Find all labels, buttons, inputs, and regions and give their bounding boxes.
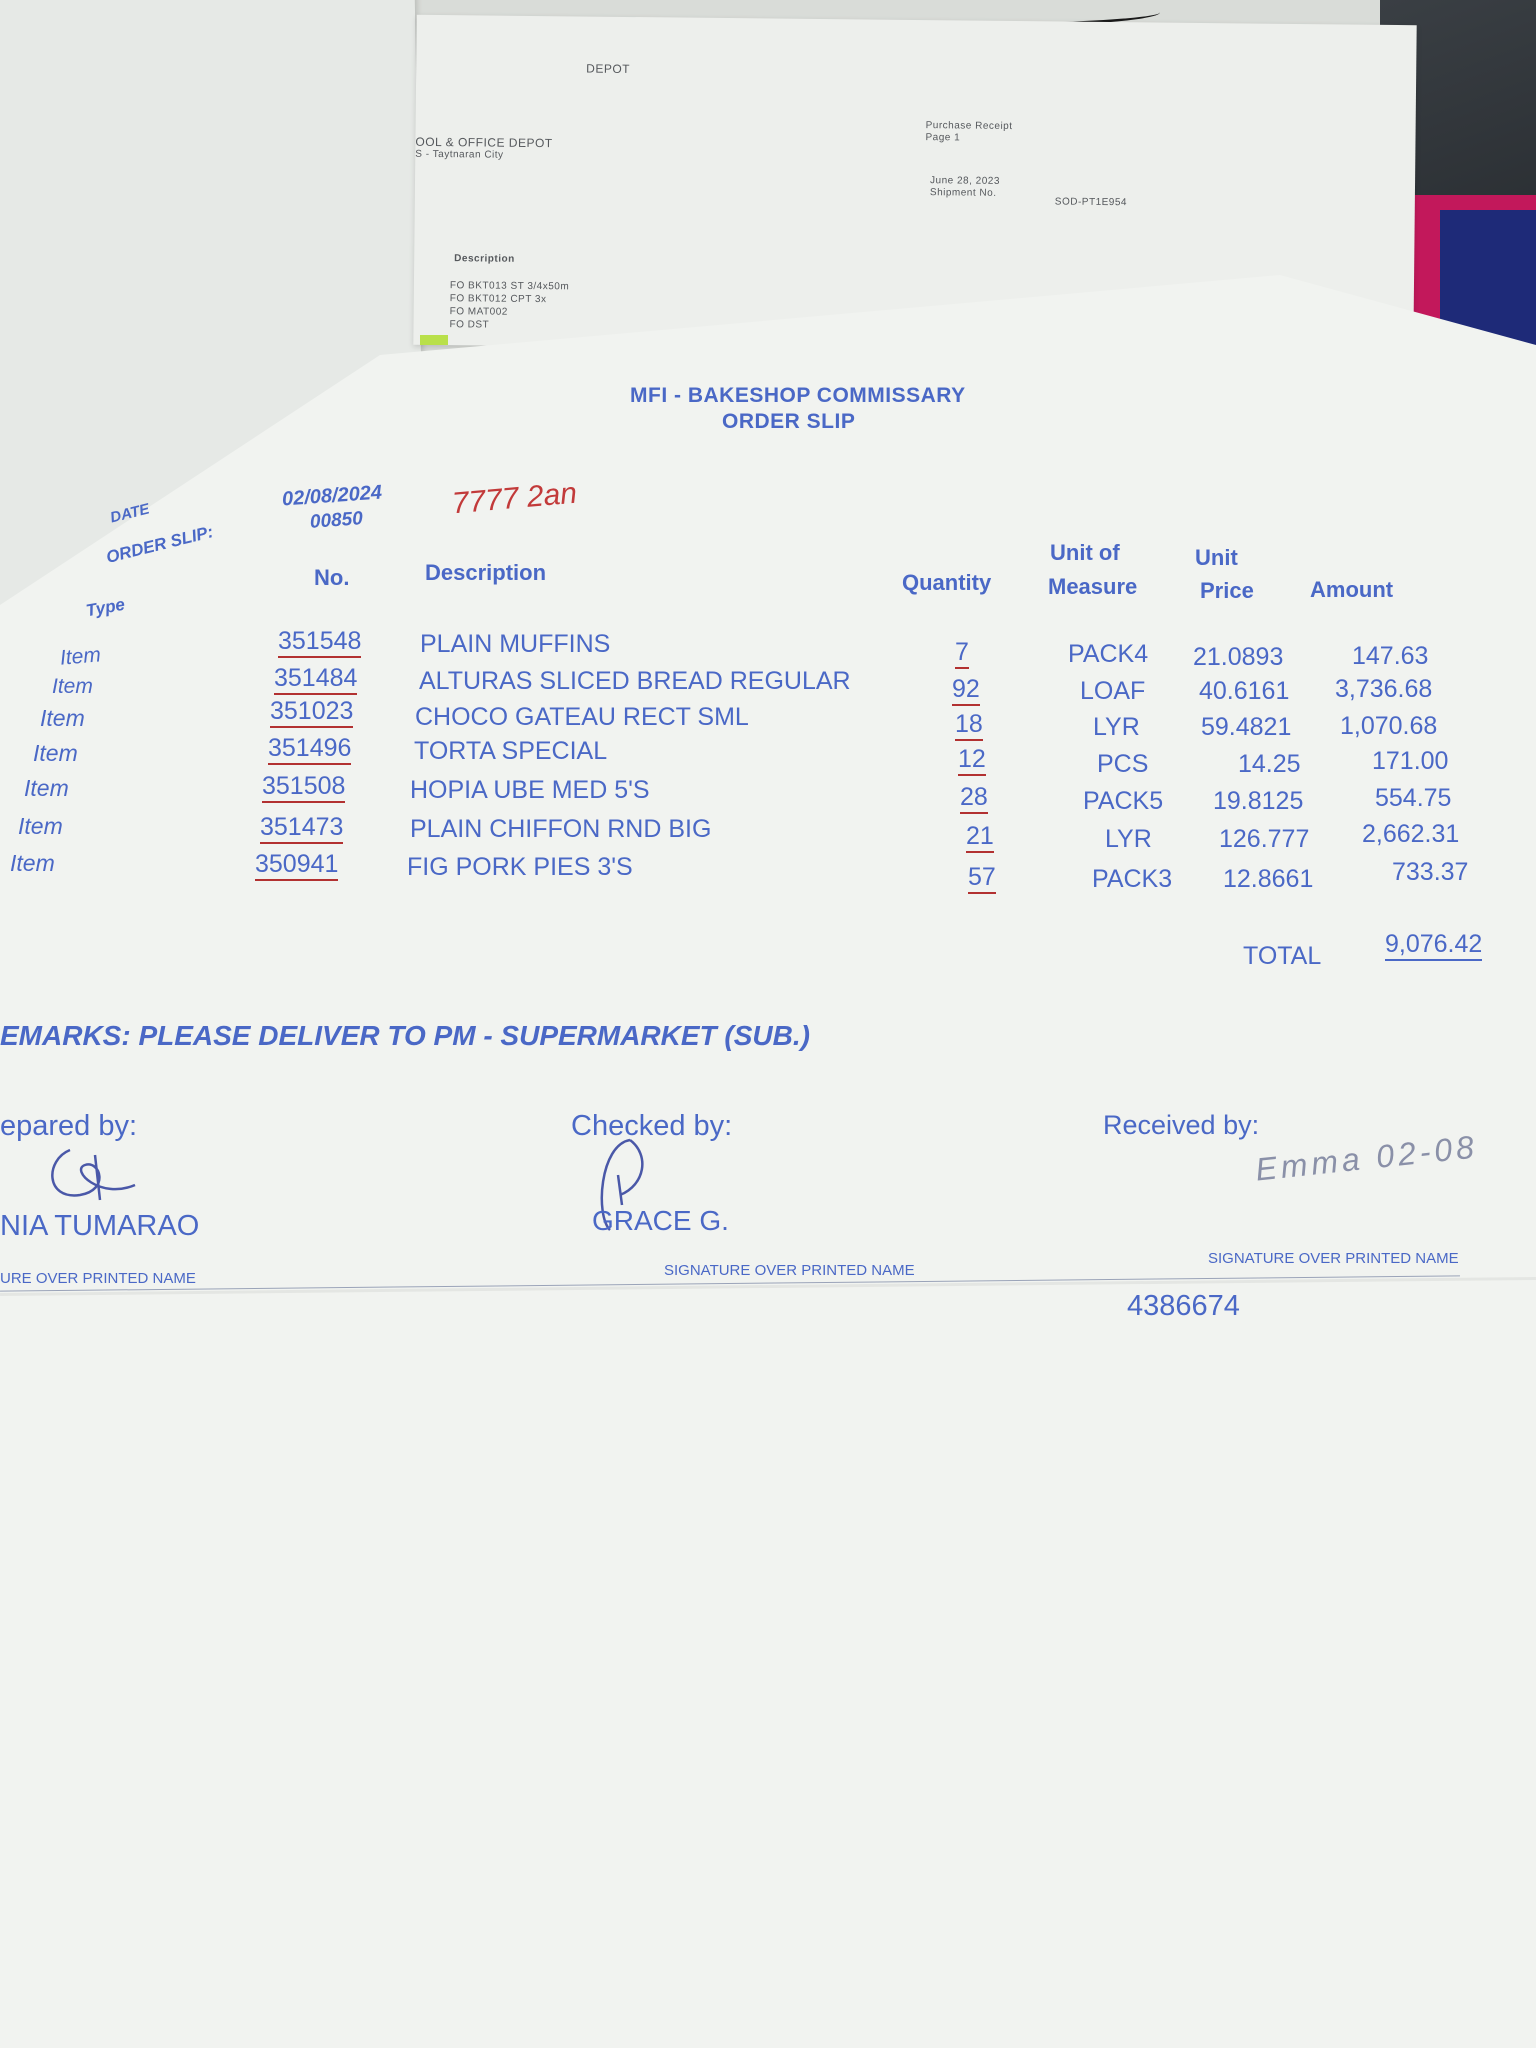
total-label: TOTAL	[1243, 942, 1322, 970]
row-uom: PCS	[1097, 750, 1149, 778]
receipt-line: S - Taytnaran City	[415, 148, 504, 161]
receipt-line: FO MAT002	[449, 306, 508, 318]
row-number: 351496	[268, 734, 351, 765]
row-amount: 733.37	[1392, 858, 1469, 886]
handwritten-note: 7777 2an	[450, 476, 579, 521]
reference-number: 4386674	[1127, 1290, 1240, 1322]
row-type: Item	[33, 740, 78, 766]
row-quantity: 28	[960, 783, 988, 814]
row-amount: 1,070.68	[1340, 712, 1438, 740]
col-uom-line1: Unit of	[1050, 540, 1120, 565]
received-by-label: Received by:	[1103, 1110, 1260, 1140]
checked-by-name: GRACE G.	[592, 1205, 729, 1236]
prepared-signature	[40, 1140, 150, 1210]
row-unit-price: 21.0893	[1193, 643, 1284, 671]
row-uom: PACK3	[1092, 865, 1173, 893]
checked-by-label: Checked by:	[571, 1110, 733, 1142]
row-uom: PACK4	[1068, 640, 1149, 668]
row-number: 351548	[278, 627, 361, 658]
date-label: DATE	[108, 500, 152, 527]
receipt-line: June 28, 2023	[929, 175, 1000, 187]
signature-caption-left: URE OVER PRINTED NAME	[0, 1270, 196, 1287]
receipt-line: Purchase Receipt	[925, 120, 1013, 133]
row-amount: 171.00	[1372, 747, 1449, 775]
col-price-line1: Unit	[1195, 545, 1238, 570]
row-quantity: 18	[955, 710, 983, 741]
receipt-line: SOD-PT1E954	[1054, 196, 1128, 209]
row-description: PLAIN MUFFINS	[420, 630, 611, 658]
row-unit-price: 12.8661	[1223, 865, 1314, 893]
receipt-line: FO BKT012 CPT 3x	[449, 293, 547, 306]
prepared-by-name: NIA TUMARAO	[0, 1210, 200, 1242]
row-uom: LYR	[1105, 825, 1152, 853]
row-type: Item	[40, 705, 85, 731]
remarks: EMARKS: PLEASE DELIVER TO PM - SUPERMARKET (SUB.)	[0, 1020, 810, 1051]
row-uom: LOAF	[1080, 677, 1146, 705]
row-number: 351508	[262, 772, 345, 803]
row-unit-price: 40.6161	[1199, 677, 1290, 705]
row-unit-price: 59.4821	[1201, 713, 1292, 741]
row-amount: 3,736.68	[1335, 675, 1433, 703]
signature-caption-right: SIGNATURE OVER PRINTED NAME	[1208, 1250, 1459, 1267]
row-amount: 147.63	[1352, 642, 1429, 670]
row-type: Item	[24, 775, 69, 801]
received-handwriting: Emma 02-08	[1253, 1128, 1480, 1188]
row-quantity: 7	[955, 638, 969, 669]
row-type: Item	[10, 850, 55, 876]
date-value: 02/08/2024	[281, 481, 383, 511]
receipt-line: Page 1	[925, 132, 961, 144]
col-no: No.	[314, 565, 350, 590]
prepared-by-label: epared by:	[0, 1110, 138, 1142]
highlight-mark	[420, 335, 448, 345]
col-description: Description	[425, 560, 547, 585]
row-number: 351023	[270, 697, 353, 728]
row-description: HOPIA UBE MED 5'S	[410, 776, 650, 804]
receipt-line: OOL & OFFICE DEPOT	[415, 134, 553, 151]
row-description: ALTURAS SLICED BREAD REGULAR	[419, 667, 851, 695]
row-type: Item	[52, 675, 93, 698]
row-quantity: 12	[958, 745, 986, 776]
receipt-line: FO BKT013 ST 3/4x50m	[449, 280, 570, 293]
row-description: FIG PORK PIES 3'S	[407, 853, 633, 881]
row-type: Item	[18, 813, 63, 839]
order-slip-label: ORDER SLIP:	[104, 522, 216, 567]
company-title: MFI - BAKESHOP COMMISSARY	[630, 384, 966, 407]
row-description: TORTA SPECIAL	[414, 737, 608, 765]
row-uom: LYR	[1093, 713, 1140, 741]
row-amount: 554.75	[1375, 784, 1452, 812]
col-type: Type	[84, 594, 127, 621]
receipt-line: FO DST	[449, 319, 490, 331]
col-price-line2: Price	[1200, 578, 1254, 603]
row-amount: 2,662.31	[1362, 820, 1460, 848]
row-number: 351473	[260, 813, 343, 844]
receipt-line: Description	[454, 253, 515, 265]
col-quantity: Quantity	[902, 570, 992, 595]
row-description: PLAIN CHIFFON RND BIG	[410, 815, 712, 843]
receipt-line: DEPOT	[586, 61, 631, 77]
document-title: ORDER SLIP	[722, 410, 856, 433]
row-quantity: 21	[966, 822, 994, 853]
row-uom: PACK5	[1083, 787, 1164, 815]
row-unit-price: 19.8125	[1213, 787, 1304, 815]
row-unit-price: 126.777	[1219, 825, 1310, 853]
receipt-line: Shipment No.	[929, 187, 997, 199]
row-number: 350941	[255, 850, 338, 881]
col-amount: Amount	[1310, 577, 1394, 602]
order-slip-number: 00850	[309, 508, 364, 533]
col-uom-line2: Measure	[1048, 574, 1138, 599]
row-quantity: 92	[952, 675, 980, 706]
total-value: 9,076.42	[1385, 930, 1482, 961]
row-number: 351484	[274, 664, 357, 695]
row-unit-price: 14.25	[1238, 750, 1301, 778]
row-description: CHOCO GATEAU RECT SML	[415, 703, 749, 731]
row-type: Item	[59, 643, 102, 670]
signature-caption-mid: SIGNATURE OVER PRINTED NAME	[664, 1262, 915, 1279]
row-quantity: 57	[968, 863, 996, 894]
